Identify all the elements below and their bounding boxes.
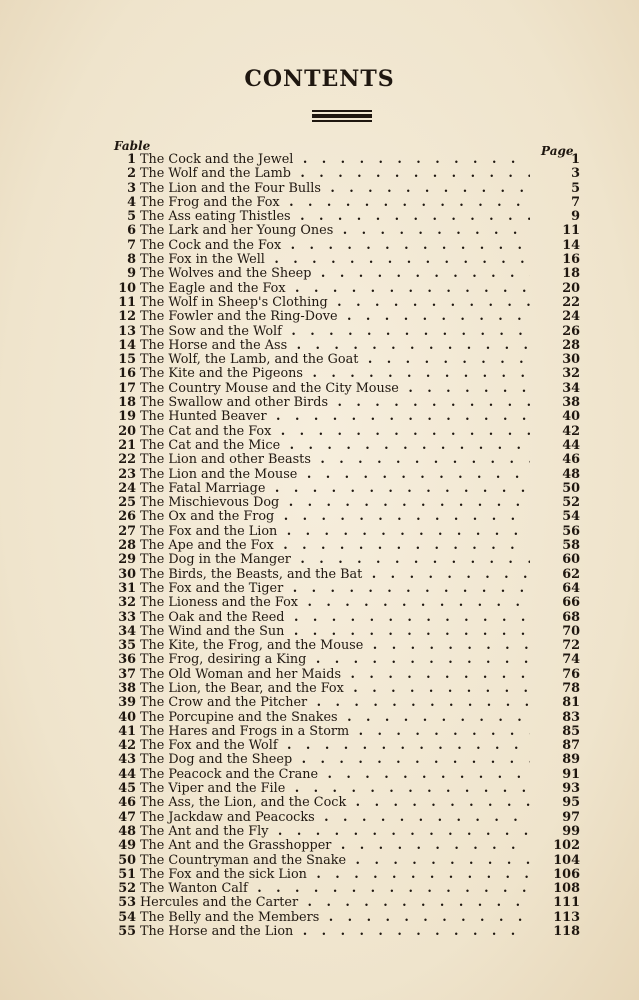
fable-number: 40 bbox=[118, 709, 136, 725]
fable-number: 11 bbox=[118, 294, 136, 310]
contents-entry[interactable] bbox=[110, 811, 580, 825]
fable-title: The Frog and the Fox . . . bbox=[140, 196, 530, 210]
contents-entry[interactable] bbox=[110, 553, 580, 567]
contents-entry[interactable] bbox=[110, 310, 580, 324]
fable-number: 46 bbox=[118, 795, 136, 811]
fable-number: 26 bbox=[118, 509, 136, 525]
fable-title: The Wanton Calf . . . bbox=[140, 882, 530, 896]
page-number: 66 bbox=[562, 595, 580, 611]
contents-entry[interactable] bbox=[110, 839, 580, 853]
fable-number: 8 bbox=[127, 252, 136, 268]
contents-entry[interactable] bbox=[110, 711, 580, 725]
contents-entry[interactable] bbox=[110, 868, 580, 882]
page-number: 91 bbox=[562, 766, 580, 782]
fable-number: 3 bbox=[127, 180, 136, 196]
contents-entry[interactable] bbox=[110, 339, 580, 353]
contents-entry[interactable] bbox=[110, 568, 580, 582]
fable-number: 47 bbox=[118, 809, 136, 825]
fable-number: 1 bbox=[127, 152, 136, 167]
contents-entry[interactable] bbox=[110, 739, 580, 753]
fable-number: 32 bbox=[118, 595, 136, 611]
contents-entry[interactable] bbox=[110, 510, 580, 524]
contents-entry[interactable] bbox=[110, 468, 580, 482]
contents-entry[interactable] bbox=[110, 196, 580, 210]
contents-entry[interactable] bbox=[110, 396, 580, 410]
fable-title: The Ape and the Fox . . . bbox=[140, 539, 530, 553]
contents-entry[interactable] bbox=[110, 425, 580, 439]
fable-column-header: Fable bbox=[114, 139, 151, 153]
fable-number: 13 bbox=[118, 323, 136, 339]
fable-title: The Old Woman and her Maids . . . bbox=[140, 668, 530, 682]
fable-number: 16 bbox=[118, 366, 136, 382]
page-number: 58 bbox=[562, 538, 580, 554]
page-number: 52 bbox=[562, 495, 580, 511]
fable-number: 54 bbox=[118, 909, 136, 925]
fable-number: 45 bbox=[118, 781, 136, 797]
page-number: 70 bbox=[562, 623, 580, 639]
fable-number: 6 bbox=[127, 223, 136, 239]
fable-number: 52 bbox=[118, 881, 136, 897]
page-number: 50 bbox=[562, 480, 580, 496]
fable-number: 37 bbox=[118, 666, 136, 682]
page-column-header: Page bbox=[541, 144, 574, 158]
fable-title: The Wolf, the Lamb, and the Goat . . . bbox=[140, 353, 530, 367]
contents-entry[interactable] bbox=[110, 896, 580, 910]
page-number: 18 bbox=[562, 266, 580, 282]
contents-entry[interactable] bbox=[110, 653, 580, 667]
page-number: 78 bbox=[562, 680, 580, 696]
page-number: 97 bbox=[562, 809, 580, 825]
fable-title: The Fox and the Wolf . . . bbox=[140, 739, 530, 753]
fable-title: The Horse and the Ass . . . bbox=[140, 339, 530, 353]
page-number: 83 bbox=[562, 709, 580, 725]
fable-title: The Ass eating Thistles . . . bbox=[140, 210, 530, 224]
contents-entry[interactable] bbox=[110, 882, 580, 896]
page-number: 56 bbox=[562, 523, 580, 539]
page-number: 111 bbox=[553, 895, 580, 911]
fable-title: The Swallow and other Birds . . . bbox=[140, 396, 530, 410]
page-number: 68 bbox=[562, 609, 580, 625]
page-number: 11 bbox=[562, 223, 580, 239]
fable-number: 55 bbox=[118, 924, 136, 940]
contents-entry[interactable] bbox=[110, 925, 580, 939]
fable-title: The Cock and the Fox . . . bbox=[140, 239, 530, 253]
contents-entry[interactable] bbox=[110, 854, 580, 868]
fable-title: The Viper and the File . . . bbox=[140, 782, 530, 796]
page-number: 62 bbox=[562, 566, 580, 582]
page-number: 3 bbox=[571, 166, 580, 182]
fable-title: The Ox and the Frog . . . bbox=[140, 510, 530, 524]
contents-entry[interactable] bbox=[110, 453, 580, 467]
fable-title: The Ant and the Grasshopper . . . bbox=[140, 839, 530, 853]
fable-title: The Fox and the sick Lion . . . bbox=[140, 868, 530, 882]
fable-number: 24 bbox=[118, 480, 136, 496]
contents-entry[interactable] bbox=[110, 496, 580, 510]
contents-entry[interactable] bbox=[110, 753, 580, 767]
contents-entry[interactable] bbox=[110, 325, 580, 339]
contents-entry[interactable] bbox=[110, 267, 580, 281]
fable-number: 20 bbox=[118, 423, 136, 439]
page-number: 24 bbox=[562, 309, 580, 325]
page-number: 74 bbox=[562, 652, 580, 668]
fable-title: The Lark and her Young Ones . . . bbox=[140, 224, 530, 238]
fable-number: 33 bbox=[118, 609, 136, 625]
fable-number: 2 bbox=[127, 166, 136, 182]
page-number: 54 bbox=[562, 509, 580, 525]
page-number: 30 bbox=[562, 352, 580, 368]
fable-number: 35 bbox=[118, 638, 136, 654]
fable-title: The Belly and the Members . . . bbox=[140, 911, 530, 925]
fable-title: The Countryman and the Snake . . . bbox=[140, 854, 530, 868]
fable-title: The Lion and other Beasts . . . bbox=[140, 453, 530, 467]
fable-number: 27 bbox=[118, 523, 136, 539]
page-number: 106 bbox=[553, 866, 580, 882]
fable-number: 49 bbox=[118, 838, 136, 854]
contents-entry[interactable] bbox=[110, 167, 580, 181]
fable-title: The Mischievous Dog . . . bbox=[140, 496, 530, 510]
page-number: 1 bbox=[571, 152, 580, 167]
fable-title: The Kite and the Pigeons . . . bbox=[140, 367, 530, 381]
fable-number: 31 bbox=[118, 580, 136, 596]
contents-entry[interactable] bbox=[110, 253, 580, 267]
fable-title: The Lion and the Mouse . . . bbox=[140, 468, 530, 482]
page-number: 81 bbox=[562, 695, 580, 711]
contents-entry[interactable] bbox=[110, 782, 580, 796]
fable-title: The Sow and the Wolf . . . bbox=[140, 325, 530, 339]
fable-number: 9 bbox=[127, 266, 136, 282]
contents-entry[interactable] bbox=[110, 625, 580, 639]
fable-number: 28 bbox=[118, 538, 136, 554]
page-number: 89 bbox=[562, 752, 580, 768]
fable-number: 29 bbox=[118, 552, 136, 568]
fable-title: The Ant and the Fly . . . bbox=[140, 825, 530, 839]
page-number: 22 bbox=[562, 294, 580, 310]
contents-entry[interactable] bbox=[110, 153, 580, 167]
fable-title: The Dog in the Manger . . . bbox=[140, 553, 530, 567]
fable-number: 41 bbox=[118, 723, 136, 739]
fable-number: 30 bbox=[118, 566, 136, 582]
fable-title: The Jackdaw and Peacocks . . . bbox=[140, 811, 530, 825]
fable-number: 19 bbox=[118, 409, 136, 425]
fable-title: The Cat and the Mice . . . bbox=[140, 439, 530, 453]
page-title: CONTENTS bbox=[244, 66, 395, 92]
page-number: 85 bbox=[562, 723, 580, 739]
fable-title: The Eagle and the Fox . . . bbox=[140, 282, 530, 296]
page-number: 32 bbox=[562, 366, 580, 382]
page-number: 42 bbox=[562, 423, 580, 439]
page-number: 72 bbox=[562, 638, 580, 654]
fable-title: The Lioness and the Fox . . . bbox=[140, 596, 530, 610]
contents-entry[interactable] bbox=[110, 382, 580, 396]
page-number: 44 bbox=[562, 437, 580, 453]
contents-entry[interactable] bbox=[110, 696, 580, 710]
page-number: 108 bbox=[553, 881, 580, 897]
page-number: 76 bbox=[562, 666, 580, 682]
fable-title: The Lion, the Bear, and the Fox . . . bbox=[140, 682, 530, 696]
contents-entry[interactable] bbox=[110, 668, 580, 682]
contents-entry[interactable] bbox=[110, 296, 580, 310]
fable-title: The Birds, the Beasts, and the Bat . . . bbox=[140, 568, 530, 582]
fable-number: 38 bbox=[118, 680, 136, 696]
fable-number: 44 bbox=[118, 766, 136, 782]
fable-number: 53 bbox=[118, 895, 136, 911]
page-number: 113 bbox=[553, 909, 580, 925]
page-number: 9 bbox=[571, 209, 580, 225]
fable-number: 42 bbox=[118, 738, 136, 754]
contents-entry[interactable] bbox=[110, 224, 580, 238]
page-number: 64 bbox=[562, 580, 580, 596]
fable-number: 22 bbox=[118, 452, 136, 468]
ornament-rule bbox=[312, 120, 372, 122]
fable-title: The Wolf in Sheep's Clothing . . . bbox=[140, 296, 530, 310]
fable-title: The Frog, desiring a King . . . bbox=[140, 653, 530, 667]
fable-number: 17 bbox=[118, 380, 136, 396]
contents-entry[interactable] bbox=[110, 825, 580, 839]
fable-title: The Ass, the Lion, and the Cock . . . bbox=[140, 796, 530, 810]
fable-title: The Fox and the Lion . . . bbox=[140, 525, 530, 539]
page-number: 46 bbox=[562, 452, 580, 468]
contents-entry[interactable] bbox=[110, 282, 580, 296]
page-number: 28 bbox=[562, 337, 580, 353]
fable-title: The Hares and Frogs in a Storm . . . bbox=[140, 725, 530, 739]
page-number: 20 bbox=[562, 280, 580, 296]
fable-title: The Cock and the Jewel . . . bbox=[140, 153, 530, 167]
fable-number: 5 bbox=[127, 209, 136, 225]
fable-title: The Fowler and the Ring-Dove . . . bbox=[140, 310, 530, 324]
contents-entry[interactable] bbox=[110, 182, 580, 196]
contents-entry[interactable] bbox=[110, 410, 580, 424]
ornament-rule bbox=[312, 114, 372, 118]
page-number: 118 bbox=[553, 924, 580, 940]
page-number: 5 bbox=[571, 180, 580, 196]
fable-number: 34 bbox=[118, 623, 136, 639]
fable-title: The Cat and the Fox . . . bbox=[140, 425, 530, 439]
page-number: 95 bbox=[562, 795, 580, 811]
fable-title: The Wind and the Sun . . . bbox=[140, 625, 530, 639]
page-number: 102 bbox=[553, 838, 580, 854]
contents-entry[interactable] bbox=[110, 796, 580, 810]
contents-entry[interactable] bbox=[110, 911, 580, 925]
page-number: 16 bbox=[562, 252, 580, 268]
fable-number: 23 bbox=[118, 466, 136, 482]
contents-list bbox=[110, 153, 580, 939]
fable-title: The Fox in the Well . . . bbox=[140, 253, 530, 267]
contents-entry[interactable] bbox=[110, 725, 580, 739]
fable-title: The Country Mouse and the City Mouse . . . bbox=[140, 382, 530, 396]
fable-number: 36 bbox=[118, 652, 136, 668]
page-number: 60 bbox=[562, 552, 580, 568]
fable-number: 12 bbox=[118, 309, 136, 325]
contents-entry[interactable] bbox=[110, 525, 580, 539]
page-number: 87 bbox=[562, 738, 580, 754]
page-number: 99 bbox=[562, 823, 580, 839]
contents-entry[interactable] bbox=[110, 611, 580, 625]
fable-title: The Kite, the Frog, and the Mouse . . . bbox=[140, 639, 530, 653]
contents-entry[interactable] bbox=[110, 639, 580, 653]
fable-title: The Wolves and the Sheep . . . bbox=[140, 267, 530, 281]
fable-title: The Fatal Marriage . . . bbox=[140, 482, 530, 496]
fable-title: The Dog and the Sheep . . . bbox=[140, 753, 530, 767]
fable-number: 7 bbox=[127, 237, 136, 253]
contents-entry[interactable] bbox=[110, 210, 580, 224]
fable-number: 39 bbox=[118, 695, 136, 711]
ornament-rule bbox=[312, 110, 372, 112]
page-number: 14 bbox=[562, 237, 580, 253]
fable-title: The Peacock and the Crane . . . bbox=[140, 768, 530, 782]
fable-number: 15 bbox=[118, 352, 136, 368]
page-number: 38 bbox=[562, 395, 580, 411]
fable-title: The Fox and the Tiger . . . bbox=[140, 582, 530, 596]
fable-number: 21 bbox=[118, 437, 136, 453]
fable-number: 4 bbox=[127, 194, 136, 210]
fable-title: Hercules and the Carter . . . bbox=[140, 896, 530, 910]
fable-title: The Oak and the Reed . . . bbox=[140, 611, 530, 625]
page-number: 40 bbox=[562, 409, 580, 425]
page-number: 104 bbox=[553, 852, 580, 868]
fable-title: The Wolf and the Lamb . . . bbox=[140, 167, 530, 181]
page-number: 26 bbox=[562, 323, 580, 339]
fable-number: 50 bbox=[118, 852, 136, 868]
contents-entry[interactable] bbox=[110, 439, 580, 453]
fable-title: The Crow and the Pitcher . . . bbox=[140, 696, 530, 710]
fable-title: The Lion and the Four Bulls . . . bbox=[140, 182, 530, 196]
fable-title: The Porcupine and the Snakes . . . bbox=[140, 711, 530, 725]
contents-entry[interactable] bbox=[110, 539, 580, 553]
page-number: 93 bbox=[562, 781, 580, 797]
contents-entry[interactable] bbox=[110, 482, 580, 496]
contents-entry[interactable] bbox=[110, 768, 580, 782]
fable-number: 51 bbox=[118, 866, 136, 882]
page-number: 34 bbox=[562, 380, 580, 396]
page-number: 7 bbox=[571, 194, 580, 210]
fable-number: 18 bbox=[118, 395, 136, 411]
contents-entry[interactable] bbox=[110, 353, 580, 367]
fable-number: 43 bbox=[118, 752, 136, 768]
fable-number: 48 bbox=[118, 823, 136, 839]
page-number: 48 bbox=[562, 466, 580, 482]
fable-number: 10 bbox=[118, 280, 136, 296]
fable-number: 14 bbox=[118, 337, 136, 353]
contents-entry[interactable] bbox=[110, 367, 580, 381]
contents-entry[interactable] bbox=[110, 582, 580, 596]
contents-entry[interactable] bbox=[110, 596, 580, 610]
fable-number: 25 bbox=[118, 495, 136, 511]
contents-entry[interactable] bbox=[110, 682, 580, 696]
fable-title: The Hunted Beaver . . . bbox=[140, 410, 530, 424]
fable-title: The Horse and the Lion . . . bbox=[140, 925, 530, 939]
contents-entry[interactable] bbox=[110, 239, 580, 253]
